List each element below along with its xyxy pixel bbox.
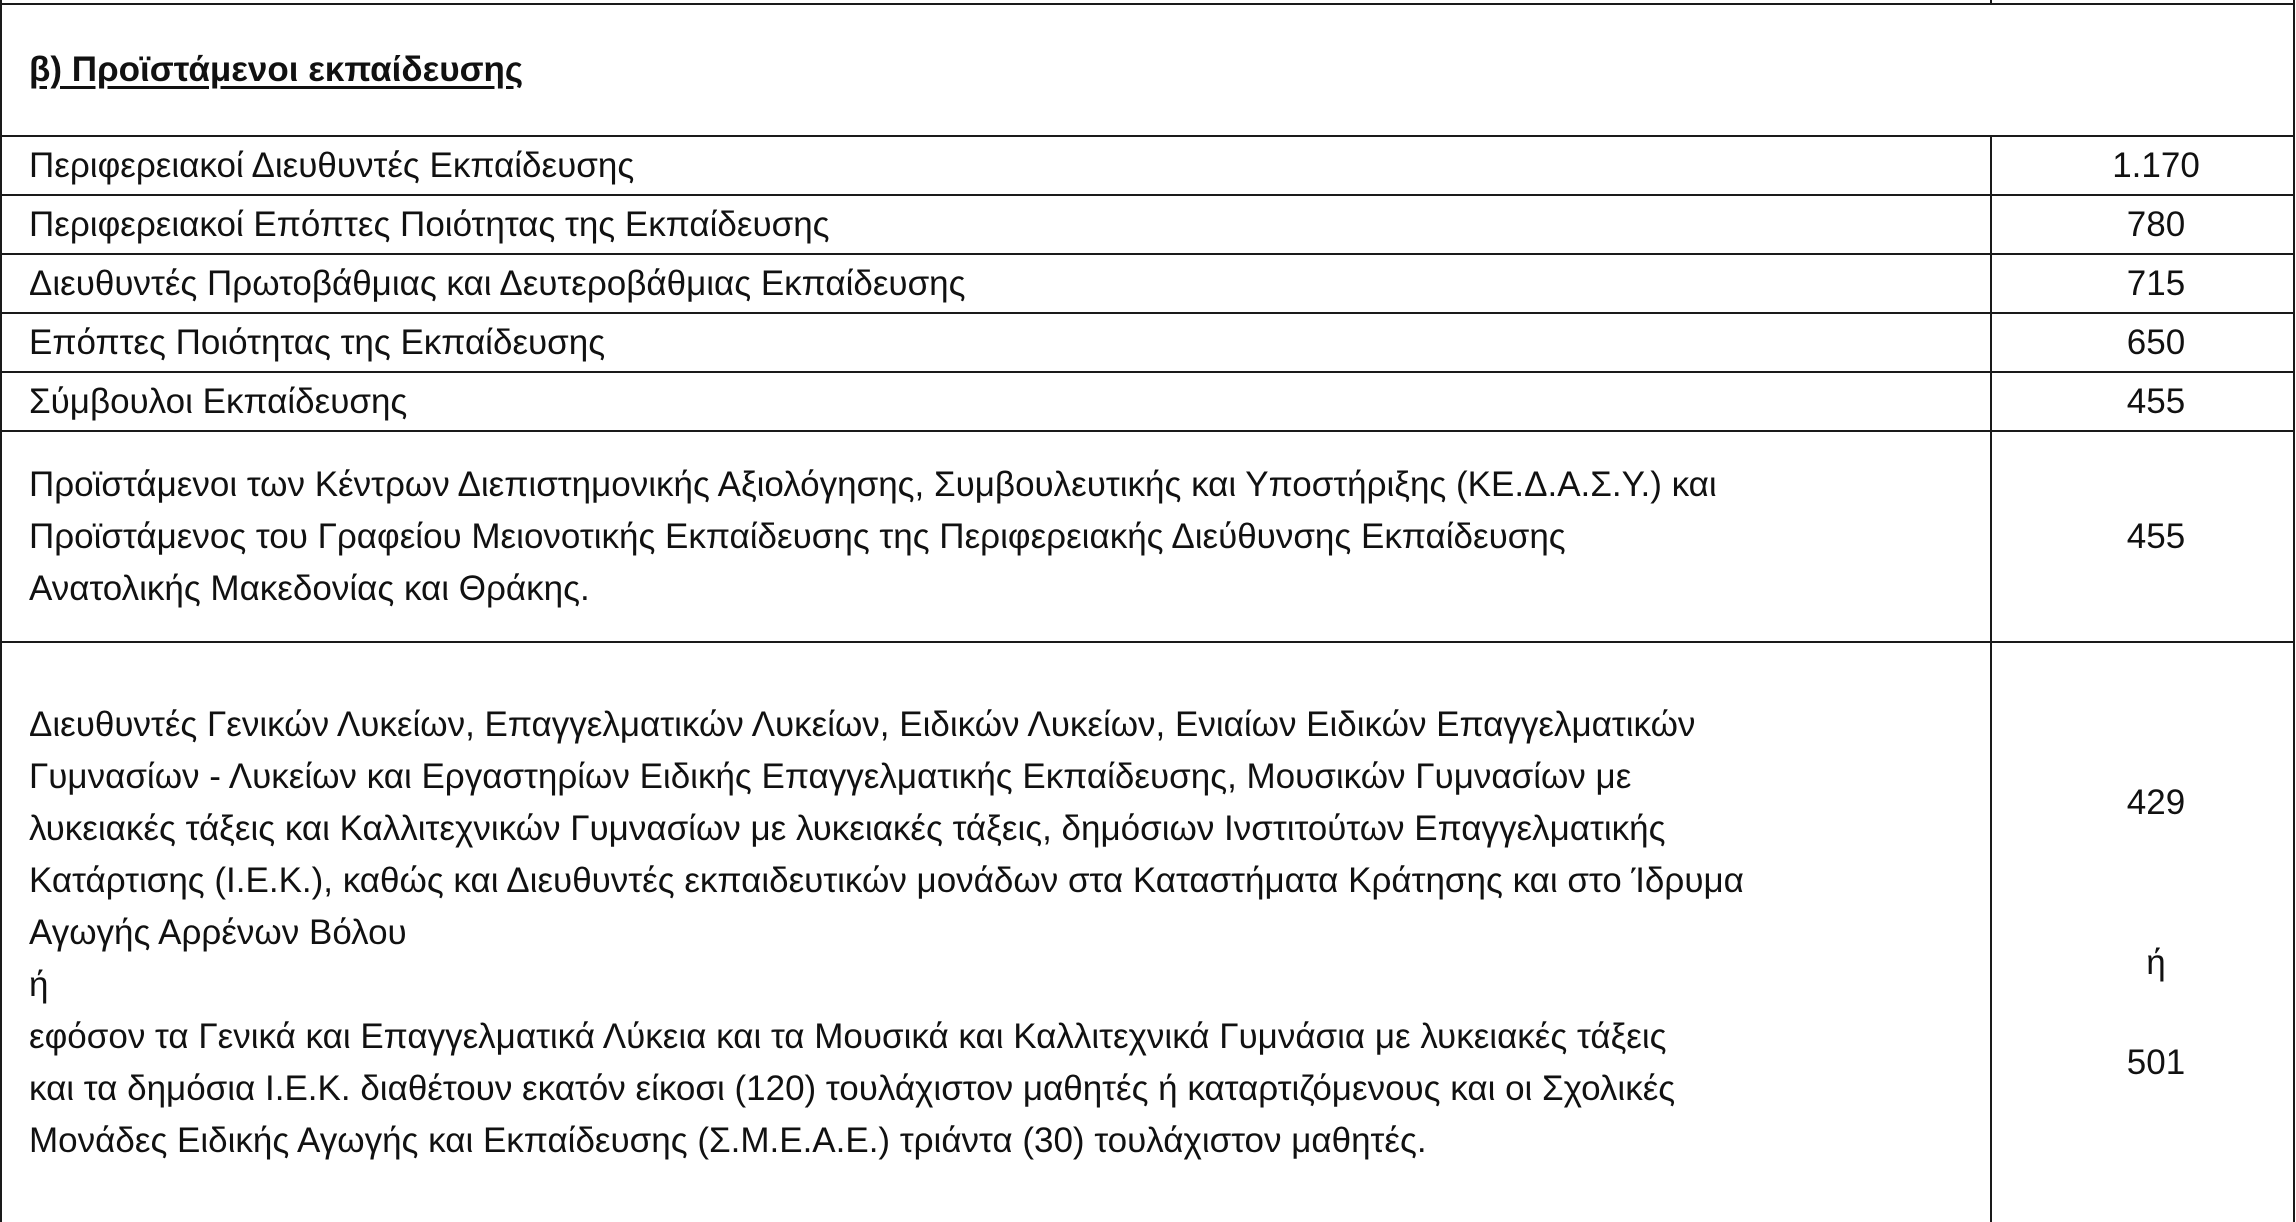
- row-amount: 1.170: [1991, 136, 2294, 195]
- table-row: [1, 431, 2294, 642]
- row-amount: 650: [1991, 313, 2294, 372]
- amount-alternative: 501: [2126, 1042, 2186, 1082]
- row-label: Περιφερειακοί Διευθυντές Εκπαίδευσης: [1, 136, 1991, 195]
- row-label: Περιφερειακοί Επόπτες Ποιότητας της Εκπαίδευσης: [1, 195, 1991, 254]
- row-label-line: εφόσον τα Γενικά και Επαγγελματικά Λύκεια και τα Μουσικά και Καλλιτεχνικά Γυμνάσια με λυκειακές τάξεις: [29, 1016, 1667, 1056]
- row-label-line: Προϊστάμενος του Γραφείου Μειονοτικής Εκπαίδευσης της Περιφερειακής Διεύθυνσης Εκπαίδευσης: [29, 516, 1566, 556]
- table-row: [1, 195, 2294, 254]
- section-title: β) Προϊστάμενοι εκπαίδευσης: [29, 50, 524, 89]
- row-label: [1, 431, 1991, 642]
- row-label-line: Προϊστάμενοι των Κέντρων Διεπιστημονικής Αξιολόγησης, Συμβουλευτικής και Υποστήριξης (ΚΕ.Δ.Α.Σ.Υ.) και: [29, 464, 1717, 504]
- row-label-line: Γυμνασίων - Λυκείων και Εργαστηρίων Ειδικής Επαγγελματικής Εκπαίδευσης, Μουσικών Γυμνασίων με: [29, 756, 1632, 796]
- row-label-line: Διευθυντές Γενικών Λυκείων, Επαγγελματικών Λυκείων, Ειδικών Λυκείων, Ενιαίων Ειδικών Επαγγελματικών: [29, 704, 1696, 744]
- row-label-line: Μονάδες Ειδικής Αγωγής και Εκπαίδευσης (Σ.Μ.Ε.Α.Ε.) τριάντα (30) τουλάχιστον μαθητές.: [29, 1120, 1427, 1160]
- row-label: Διευθυντές Πρωτοβάθμιας και Δευτεροβάθμιας Εκπαίδευσης: [1, 254, 1991, 313]
- row-label-connector: ή: [29, 964, 49, 1004]
- row-amount: 455: [1991, 372, 2294, 431]
- section-heading-row: [1, 4, 2294, 136]
- table-row: [1, 136, 2294, 195]
- row-amount: 780: [1991, 195, 2294, 254]
- table-row: [1, 642, 2294, 1222]
- row-amount: 715: [1991, 254, 2294, 313]
- table-row: [1, 372, 2294, 431]
- row-amount: [1991, 642, 2294, 1222]
- row-label: Σύμβουλοι Εκπαίδευσης: [1, 372, 1991, 431]
- row-label: [1, 642, 1991, 1222]
- row-label-line: Κατάρτισης (Ι.Ε.Κ.), καθώς και Διευθυντές εκπαιδευτικών μονάδων στα Καταστήματα Κράτησης και στο Ίδρυμα: [29, 860, 1744, 900]
- row-label-line: Αγωγής Αρρένων Βόλου: [29, 912, 407, 952]
- row-label-line: και τα δημόσια Ι.Ε.Κ. διαθέτουν εκατόν είκοσι (120) τουλάχιστον μαθητές ή καταρτιζόμενους και οι Σχολικές: [29, 1068, 1676, 1108]
- row-label-line: λυκειακές τάξεις και Καλλιτεχνικών Γυμνασίων με λυκειακές τάξεις, δημόσιων Ινστιτούτων Επαγγελματικής: [29, 808, 1666, 848]
- table-row: [1, 254, 2294, 313]
- row-label-line: Ανατολικής Μακεδονίας και Θράκης.: [29, 568, 590, 608]
- amount-stack: [2019, 643, 2293, 1222]
- table-row: [1, 313, 2294, 372]
- row-amount: 455: [1991, 431, 2294, 642]
- amount-connector: ή: [2146, 942, 2166, 982]
- amount-primary: 429: [2126, 782, 2186, 822]
- row-label: Επόπτες Ποιότητας της Εκπαίδευσης: [1, 313, 1991, 372]
